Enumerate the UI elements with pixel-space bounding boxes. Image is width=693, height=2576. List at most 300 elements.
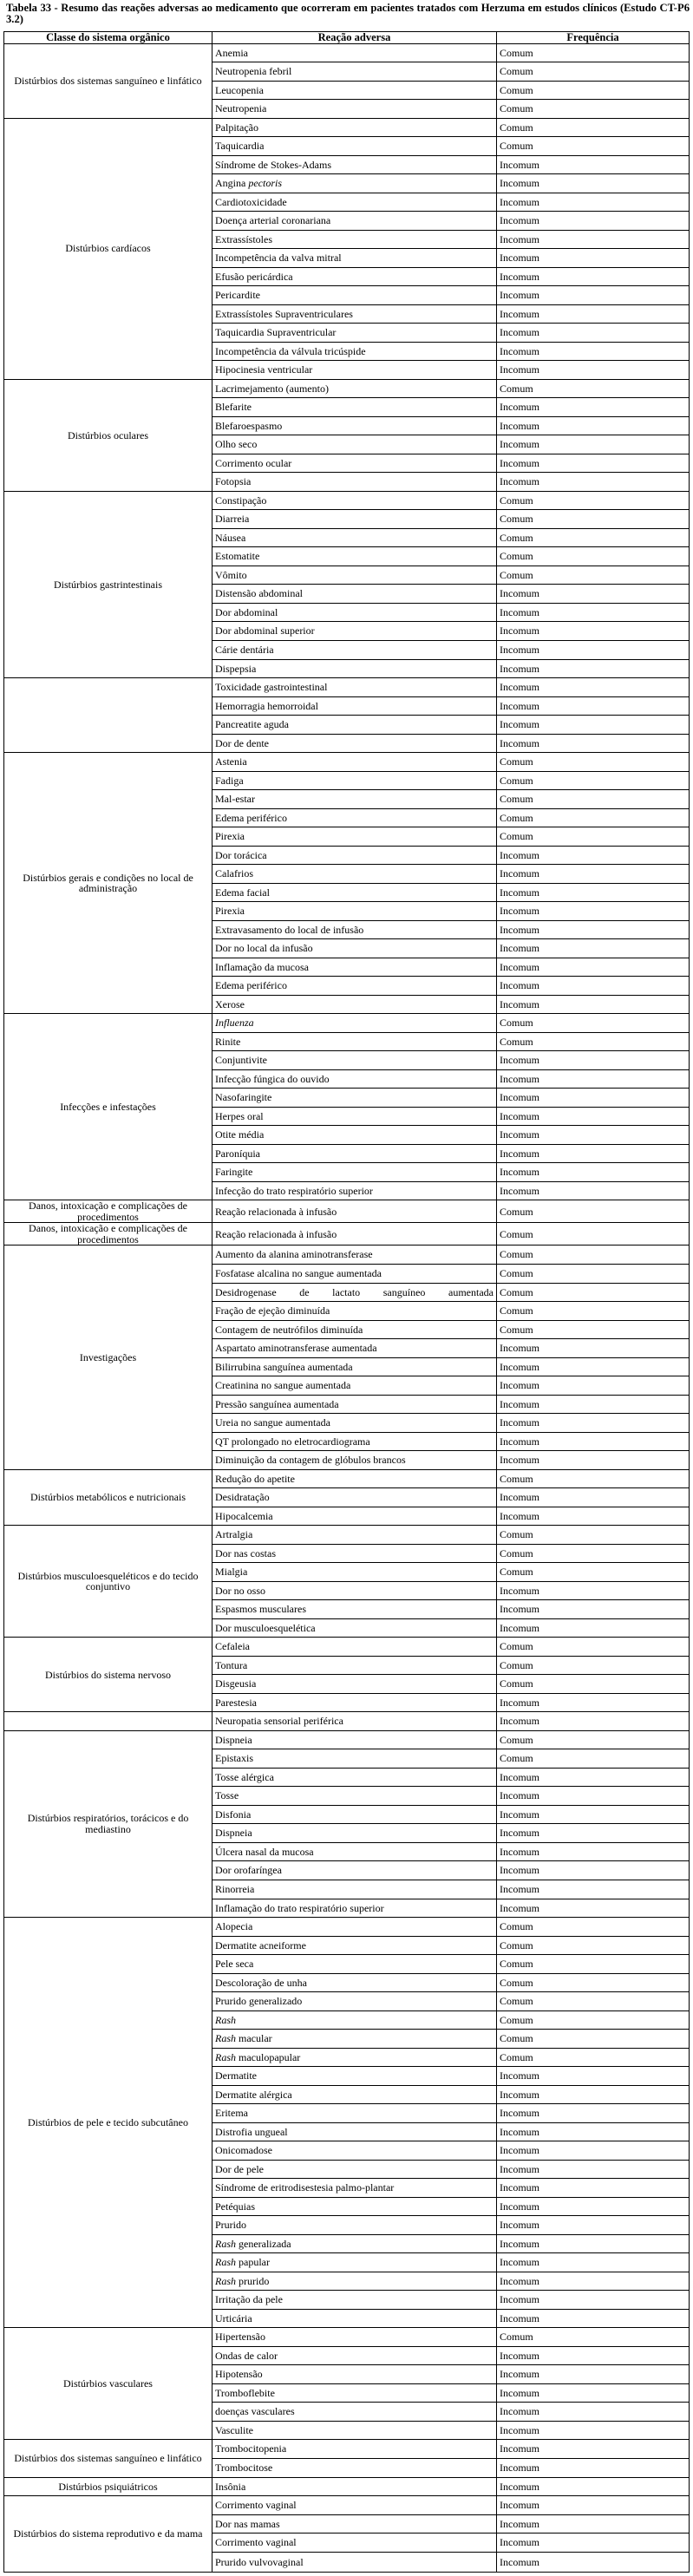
frequency-cell: Comum [497,1200,690,1223]
header-adverse-reaction: Reação adversa [212,32,497,44]
adverse-reaction-cell: Ondas de calor [212,2346,497,2365]
frequency-cell: Incomum [497,2383,690,2403]
frequency-cell: Incomum [497,2160,690,2179]
adverse-reactions-table [3,31,690,2573]
adverse-reaction-cell: Taquicardia [212,137,497,156]
frequency-cell: Incomum [497,1339,690,1358]
adverse-reaction-cell: Fosfatase alcalina no sangue aumentada [212,1264,497,1283]
frequency-cell: Comum [497,1992,690,2011]
organ-class-cell [4,1712,212,1731]
adverse-reaction-cell: Distrofia ungueal [212,2122,497,2141]
adverse-reaction-cell: Incompetência da válvula tricúspide [212,342,497,361]
adverse-reaction-cell: Fotopsia [212,473,497,492]
adverse-reaction-cell: Dor orofaríngea [212,1861,497,1880]
adverse-reaction-cell: Úlcera nasal da mucosa [212,1842,497,1861]
frequency-cell: Incomum [497,734,690,753]
adverse-reaction-cell: Mialgia [212,1563,497,1582]
adverse-reaction-cell: Infecção fúngica do ouvido [212,1069,497,1089]
frequency-cell: Comum [497,2010,690,2030]
frequency-cell: Incomum [497,1163,690,1182]
frequency-cell: Incomum [497,2197,690,2216]
frequency-cell: Incomum [497,1824,690,1843]
adverse-reaction-cell: Lacrimejamento (aumento) [212,379,497,398]
frequency-cell: Incomum [497,1357,690,1376]
adverse-reaction-cell: Pressão sanguínea aumentada [212,1395,497,1414]
frequency-cell: Comum [497,547,690,566]
adverse-reaction-cell: Nasofaringite [212,1089,497,1108]
adverse-reaction-cell: Rash maculopapular [212,2048,497,2067]
adverse-reaction-cell: Edema periférico [212,808,497,827]
adverse-reaction-cell: Trombocitose [212,2458,497,2477]
table-row [4,491,690,510]
frequency-cell: Incomum [497,1089,690,1108]
frequency-cell: Comum [497,771,690,790]
adverse-reaction-cell: Vômito [212,566,497,585]
adverse-reaction-cell: Rash generalizada [212,2234,497,2253]
frequency-cell: Incomum [497,2421,690,2440]
adverse-reaction-cell: Reação relacionada à infusão [212,1223,497,1246]
adverse-reaction-cell: Paroníquia [212,1144,497,1163]
frequency-cell: Comum [497,1656,690,1675]
adverse-reaction-cell: Neutropenia [212,100,497,119]
frequency-cell: Comum [497,100,690,119]
adverse-reaction-cell: Anemia [212,43,497,62]
organ-class-cell: Distúrbios dos sistemas sanguíneo e linfático [4,43,212,118]
frequency-cell: Incomum [497,155,690,174]
adverse-reaction-cell: Prurido generalizado [212,1992,497,2011]
adverse-reaction-cell: Alopecia [212,1918,497,1937]
adverse-reaction-cell: Dor torácica [212,846,497,865]
adverse-reaction-cell: Hipotensão [212,2365,497,2384]
frequency-cell: Comum [497,1223,690,1246]
adverse-reaction-cell: Dermatite acneiforme [212,1936,497,1955]
frequency-cell: Incomum [497,398,690,417]
frequency-cell: Comum [497,753,690,772]
adverse-reaction-cell: Diarreia [212,510,497,529]
adverse-reaction-cell: Fração de ejeção diminuída [212,1302,497,1321]
table-row [4,678,690,697]
adverse-reaction-cell: Dermatite alérgica [212,2085,497,2104]
adverse-reaction-cell: Hipertensão [212,2328,497,2347]
frequency-cell: Incomum [497,2122,690,2141]
frequency-cell: Incomum [497,2534,690,2553]
adverse-reaction-cell: Creatinina no sangue aumentada [212,1376,497,1396]
frequency-cell: Incomum [497,1507,690,1526]
frequency-cell: Incomum [497,304,690,324]
frequency-cell: Comum [497,379,690,398]
adverse-reaction-cell: Insônia [212,2477,497,2496]
frequency-cell: Comum [497,1032,690,1051]
organ-class-cell: Distúrbios do sistema nervoso [4,1638,212,1712]
frequency-cell: Comum [497,1936,690,1955]
frequency-cell: Comum [497,1544,690,1563]
frequency-cell: Incomum [497,622,690,641]
frequency-cell: Comum [497,1638,690,1657]
adverse-reaction-cell: Rash prurido [212,2272,497,2291]
frequency-cell: Comum [497,491,690,510]
adverse-reaction-cell: Calafrios [212,865,497,884]
frequency-cell: Comum [497,1014,690,1033]
table-row [4,1223,690,1246]
adverse-reaction-cell: Dermatite [212,2067,497,2086]
frequency-cell: Incomum [497,902,690,921]
adverse-reaction-cell: Rash papular [212,2253,497,2272]
frequency-cell: Comum [497,2030,690,2049]
adverse-reaction-cell: Dor abdominal superior [212,622,497,641]
frequency-cell: Incomum [497,1069,690,1089]
adverse-reaction-cell: Constipação [212,491,497,510]
adverse-reaction-cell: Petéquias [212,2197,497,2216]
adverse-reaction-cell: Hipocinesia ventricular [212,361,497,380]
adverse-reaction-cell: Hipocalcemia [212,1507,497,1526]
adverse-reaction-cell: Pericardite [212,286,497,305]
adverse-reaction-cell: Blefaroespasmo [212,416,497,435]
adverse-reaction-cell: Redução do apetite [212,1469,497,1488]
adverse-reaction-cell: Astenia [212,753,497,772]
frequency-cell: Incomum [497,696,690,716]
adverse-reaction-cell: Extravasamento do local de infusão [212,920,497,939]
header-frequency: Frequência [497,32,690,44]
frequency-cell: Comum [497,808,690,827]
frequency-cell: Comum [497,827,690,847]
adverse-reaction-cell: Corrimento ocular [212,454,497,473]
adverse-reaction-cell: Xerose [212,995,497,1014]
frequency-cell: Incomum [497,1581,690,1600]
frequency-cell: Incomum [497,865,690,884]
adverse-reaction-cell: Dispneia [212,1824,497,1843]
frequency-cell: Incomum [497,846,690,865]
frequency-cell: Incomum [497,2141,690,2161]
frequency-cell: Incomum [497,1181,690,1200]
frequency-cell: Incomum [497,174,690,193]
frequency-cell: Incomum [497,1051,690,1070]
frequency-cell: Incomum [497,920,690,939]
adverse-reaction-cell: Espasmos musculares [212,1600,497,1619]
table-row [4,379,690,398]
frequency-cell: Incomum [497,2496,690,2515]
adverse-reaction-cell: Inflamação do trato respiratório superior [212,1899,497,1918]
adverse-reaction-cell: Rash macular [212,2030,497,2049]
frequency-cell: Incomum [497,1432,690,1451]
adverse-reaction-cell: Dor nas mamas [212,2514,497,2534]
table-row [4,753,690,772]
frequency-cell: Incomum [497,1880,690,1899]
frequency-cell: Incomum [497,1107,690,1126]
table-row [4,2328,690,2347]
table-row [4,2477,690,2496]
adverse-reaction-cell: Rash [212,2010,497,2030]
frequency-cell: Incomum [497,2104,690,2123]
organ-class-cell: Distúrbios psiquiátricos [4,2477,212,2496]
frequency-cell: Incomum [497,2234,690,2253]
adverse-reaction-cell: Contagem de neutrófilos diminuída [212,1320,497,1339]
frequency-cell: Comum [497,118,690,137]
adverse-reaction-cell: Blefarite [212,398,497,417]
frequency-cell: Comum [497,1973,690,1992]
adverse-reaction-cell: Urticária [212,2309,497,2328]
adverse-reaction-cell: Conjuntivite [212,1051,497,1070]
frequency-cell: Incomum [497,1712,690,1731]
adverse-reaction-cell: Toxicidade gastrointestinal [212,678,497,697]
adverse-reaction-cell: Hemorragia hemorroidal [212,696,497,716]
organ-class-cell: Distúrbios oculares [4,379,212,491]
adverse-reaction-cell: Artralgia [212,1526,497,1545]
frequency-cell: Comum [497,1955,690,1974]
adverse-reaction-cell: Reação relacionada à infusão [212,1200,497,1223]
frequency-cell: Incomum [497,659,690,678]
frequency-cell: Incomum [497,193,690,212]
frequency-cell: Incomum [497,249,690,268]
frequency-cell: Comum [497,62,690,82]
adverse-reaction-cell: Vasculite [212,2421,497,2440]
frequency-cell: Incomum [497,267,690,286]
organ-class-cell: Distúrbios do sistema reprodutivo e da mama [4,2496,212,2573]
organ-class-cell: Infecções e infestações [4,1014,212,1200]
frequency-cell: Incomum [497,585,690,604]
adverse-reaction-cell: Incompetência da valva mitral [212,249,497,268]
adverse-reaction-cell: Ureia no sangue aumentada [212,1414,497,1433]
frequency-cell: Incomum [497,1899,690,1918]
adverse-reaction-cell: Pele seca [212,1955,497,1974]
frequency-cell: Incomum [497,1376,690,1396]
adverse-reaction-cell: Tosse alérgica [212,1768,497,1787]
frequency-cell: Incomum [497,1451,690,1470]
frequency-cell: Incomum [497,1488,690,1507]
adverse-reaction-cell: Dispepsia [212,659,497,678]
table-row [4,1469,690,1488]
adverse-reaction-cell: Síndrome de eritrodisestesia palmo-plantar [212,2179,497,2198]
adverse-reaction-cell: Efusão pericárdica [212,267,497,286]
adverse-reaction-cell: Bilirrubina sanguínea aumentada [212,1357,497,1376]
adverse-reaction-cell: Olho seco [212,435,497,454]
frequency-cell: Comum [497,1320,690,1339]
table-row [4,2496,690,2515]
frequency-cell: Comum [497,2048,690,2067]
adverse-reaction-cell: Dor musculoesquelética [212,1618,497,1638]
frequency-cell: Incomum [497,2458,690,2477]
frequency-cell: Incomum [497,2365,690,2384]
frequency-cell: Incomum [497,342,690,361]
frequency-cell: Comum [497,43,690,62]
frequency-cell: Incomum [497,883,690,902]
frequency-cell: Incomum [497,603,690,622]
frequency-cell: Comum [497,1730,690,1749]
frequency-cell: Incomum [497,939,690,958]
frequency-cell: Comum [497,1749,690,1769]
frequency-cell: Incomum [497,2216,690,2235]
adverse-reaction-cell: Edema periférico [212,977,497,996]
frequency-cell: Incomum [497,473,690,492]
table-row [4,1638,690,1657]
frequency-cell: Incomum [497,716,690,735]
frequency-cell: Incomum [497,2085,690,2104]
adverse-reaction-cell: Estomatite [212,547,497,566]
table-row [4,43,690,62]
frequency-cell: Incomum [497,958,690,977]
adverse-reaction-cell: Rinite [212,1032,497,1051]
organ-class-cell: Distúrbios cardíacos [4,118,212,379]
table-row [4,1246,690,1265]
organ-class-cell: Distúrbios gastrintestinais [4,491,212,677]
adverse-reaction-cell: Aspartato aminotransferase aumentada [212,1339,497,1358]
frequency-cell: Comum [497,1563,690,1582]
adverse-reaction-cell: Herpes oral [212,1107,497,1126]
frequency-cell: Comum [497,510,690,529]
adverse-reaction-cell: Palpitação [212,118,497,137]
adverse-reaction-cell: Dor nas costas [212,1544,497,1563]
adverse-reaction-cell: Dor de pele [212,2160,497,2179]
organ-class-cell: Distúrbios respiratórios, torácicos e do mediastino [4,1730,212,1917]
frequency-cell: Incomum [497,2272,690,2291]
adverse-reaction-cell: Cárie dentária [212,641,497,660]
organ-class-cell: Danos, intoxicação e complicações de procedimentos [4,1200,212,1223]
adverse-reaction-cell: Prurido vulvovaginal [212,2552,497,2572]
table-body [4,43,690,2573]
adverse-reaction-cell: Desidratação [212,1488,497,1507]
organ-class-cell: Distúrbios metabólicos e nutricionais [4,1469,212,1526]
frequency-cell: Incomum [497,361,690,380]
frequency-cell: Comum [497,2328,690,2347]
adverse-reaction-cell: Prurido [212,2216,497,2235]
table-header-row [4,32,690,44]
frequency-cell: Incomum [497,2514,690,2534]
adverse-reaction-cell: Disgeusia [212,1675,497,1694]
frequency-cell: Incomum [497,1693,690,1712]
adverse-reaction-cell: QT prolongado no eletrocardiograma [212,1432,497,1451]
adverse-reaction-cell: Extrassístoles Supraventriculares [212,304,497,324]
adverse-reaction-cell: Infecção do trato respiratório superior [212,1181,497,1200]
frequency-cell: Comum [497,566,690,585]
table-row [4,1918,690,1937]
frequency-cell: Incomum [497,324,690,343]
adverse-reaction-cell: Tromboflebite [212,2383,497,2403]
adverse-reaction-cell: Tontura [212,1656,497,1675]
frequency-cell: Incomum [497,454,690,473]
organ-class-cell: Distúrbios de pele e tecido subcutâneo [4,1918,212,2328]
frequency-cell: Incomum [497,286,690,305]
adverse-reaction-cell: Angina pectoris [212,174,497,193]
adverse-reaction-cell: Pancreatite aguda [212,716,497,735]
adverse-reaction-cell: Cardiotoxicidade [212,193,497,212]
adverse-reaction-cell: Leucopenia [212,81,497,100]
header-organ-class: Classe do sistema orgânico [4,32,212,44]
adverse-reaction-cell: Disfonia [212,1805,497,1824]
frequency-cell: Incomum [497,2477,690,2496]
organ-class-cell: Distúrbios musculoesqueléticos e do tecido conjuntivo [4,1526,212,1638]
frequency-cell: Incomum [497,2440,690,2459]
adverse-reaction-cell: Eritema [212,2104,497,2123]
adverse-reaction-cell: doenças vasculares [212,2403,497,2422]
frequency-cell: Comum [497,1283,690,1302]
adverse-reaction-cell: Irritação da pele [212,2291,497,2310]
frequency-cell: Incomum [497,2067,690,2086]
frequency-cell: Incomum [497,1126,690,1145]
frequency-cell: Incomum [497,1395,690,1414]
organ-class-cell: Distúrbios gerais e condições no local de administração [4,753,212,1014]
adverse-reaction-cell: Fadiga [212,771,497,790]
adverse-reaction-cell: Diminuição da contagem de glóbulos brancos [212,1451,497,1470]
frequency-cell: Incomum [497,212,690,231]
organ-class-cell: Distúrbios vasculares [4,2328,212,2440]
frequency-cell: Incomum [497,2309,690,2328]
table-row [4,1014,690,1033]
frequency-cell: Comum [497,1918,690,1937]
frequency-cell: Incomum [497,1414,690,1433]
adverse-reaction-cell: Otite média [212,1126,497,1145]
frequency-cell: Comum [497,1675,690,1694]
frequency-cell: Comum [497,81,690,100]
frequency-cell: Comum [497,1246,690,1265]
adverse-reaction-cell: Parestesia [212,1693,497,1712]
frequency-cell: Incomum [497,2403,690,2422]
adverse-reaction-cell: Corrimento vaginal [212,2496,497,2515]
frequency-cell: Incomum [497,416,690,435]
adverse-reaction-cell: Taquicardia Supraventricular [212,324,497,343]
frequency-cell: Incomum [497,1861,690,1880]
frequency-cell: Incomum [497,1768,690,1787]
organ-class-cell: Danos, intoxicação e complicações de procedimentos [4,1223,212,1246]
adverse-reaction-cell: Aumento da alanina aminotransferase [212,1246,497,1265]
frequency-cell: Comum [497,790,690,809]
adverse-reaction-cell: Doença arterial coronariana [212,212,497,231]
adverse-reaction-cell: Tosse [212,1787,497,1806]
frequency-cell: Comum [497,1526,690,1545]
organ-class-cell: Distúrbios dos sistemas sanguíneo e linfático [4,2440,212,2477]
frequency-cell: Incomum [497,2346,690,2365]
table-row [4,2440,690,2459]
adverse-reaction-cell: Dor abdominal [212,603,497,622]
frequency-cell: Incomum [497,2253,690,2272]
adverse-reaction-cell: Epistaxis [212,1749,497,1769]
adverse-reaction-cell: Pirexia [212,827,497,847]
adverse-reaction-cell: Neutropenia febril [212,62,497,82]
adverse-reaction-cell: Neuropatia sensorial periférica [212,1712,497,1731]
adverse-reaction-cell: Rinorreia [212,1880,497,1899]
adverse-reaction-cell: Síndrome de Stokes-Adams [212,155,497,174]
table-row [4,1712,690,1731]
frequency-cell: Incomum [497,1842,690,1861]
table-caption: Tabela 33 - Resumo das reações adversas ao medicamento que ocorreram em pacientes tratados com Herzuma em estudos clínicos (Estudo CT-P6 3.2) [6,2,690,25]
adverse-reaction-cell: Onicomadose [212,2141,497,2161]
frequency-cell: Incomum [497,1600,690,1619]
organ-class-cell: Investigações [4,1246,212,1469]
frequency-cell: Incomum [497,2179,690,2198]
adverse-reaction-cell: Dor de dente [212,734,497,753]
adverse-reaction-cell: Mal-estar [212,790,497,809]
frequency-cell: Incomum [497,2291,690,2310]
frequency-cell: Incomum [497,977,690,996]
frequency-cell: Comum [497,1469,690,1488]
adverse-reaction-cell: Inflamação da mucosa [212,958,497,977]
adverse-reaction-cell: Faringite [212,1163,497,1182]
table-row [4,1526,690,1545]
frequency-cell: Incomum [497,2552,690,2572]
adverse-reaction-cell: Corrimento vaginal [212,2534,497,2553]
frequency-cell: Incomum [497,641,690,660]
adverse-reaction-cell: Descoloração de unha [212,1973,497,1992]
adverse-reaction-cell: Desidrogenase de lactato sanguíneo aumentada [212,1283,497,1302]
adverse-reaction-cell: Dor no osso [212,1581,497,1600]
table-row [4,1200,690,1223]
adverse-reaction-cell: Edema facial [212,883,497,902]
frequency-cell: Incomum [497,1618,690,1638]
adverse-reaction-cell: Extrassístoles [212,230,497,249]
frequency-cell: Incomum [497,1144,690,1163]
frequency-cell: Comum [497,528,690,547]
adverse-reaction-cell: Dispneia [212,1730,497,1749]
adverse-reaction-cell: Cefaleia [212,1638,497,1657]
table-row [4,1730,690,1749]
